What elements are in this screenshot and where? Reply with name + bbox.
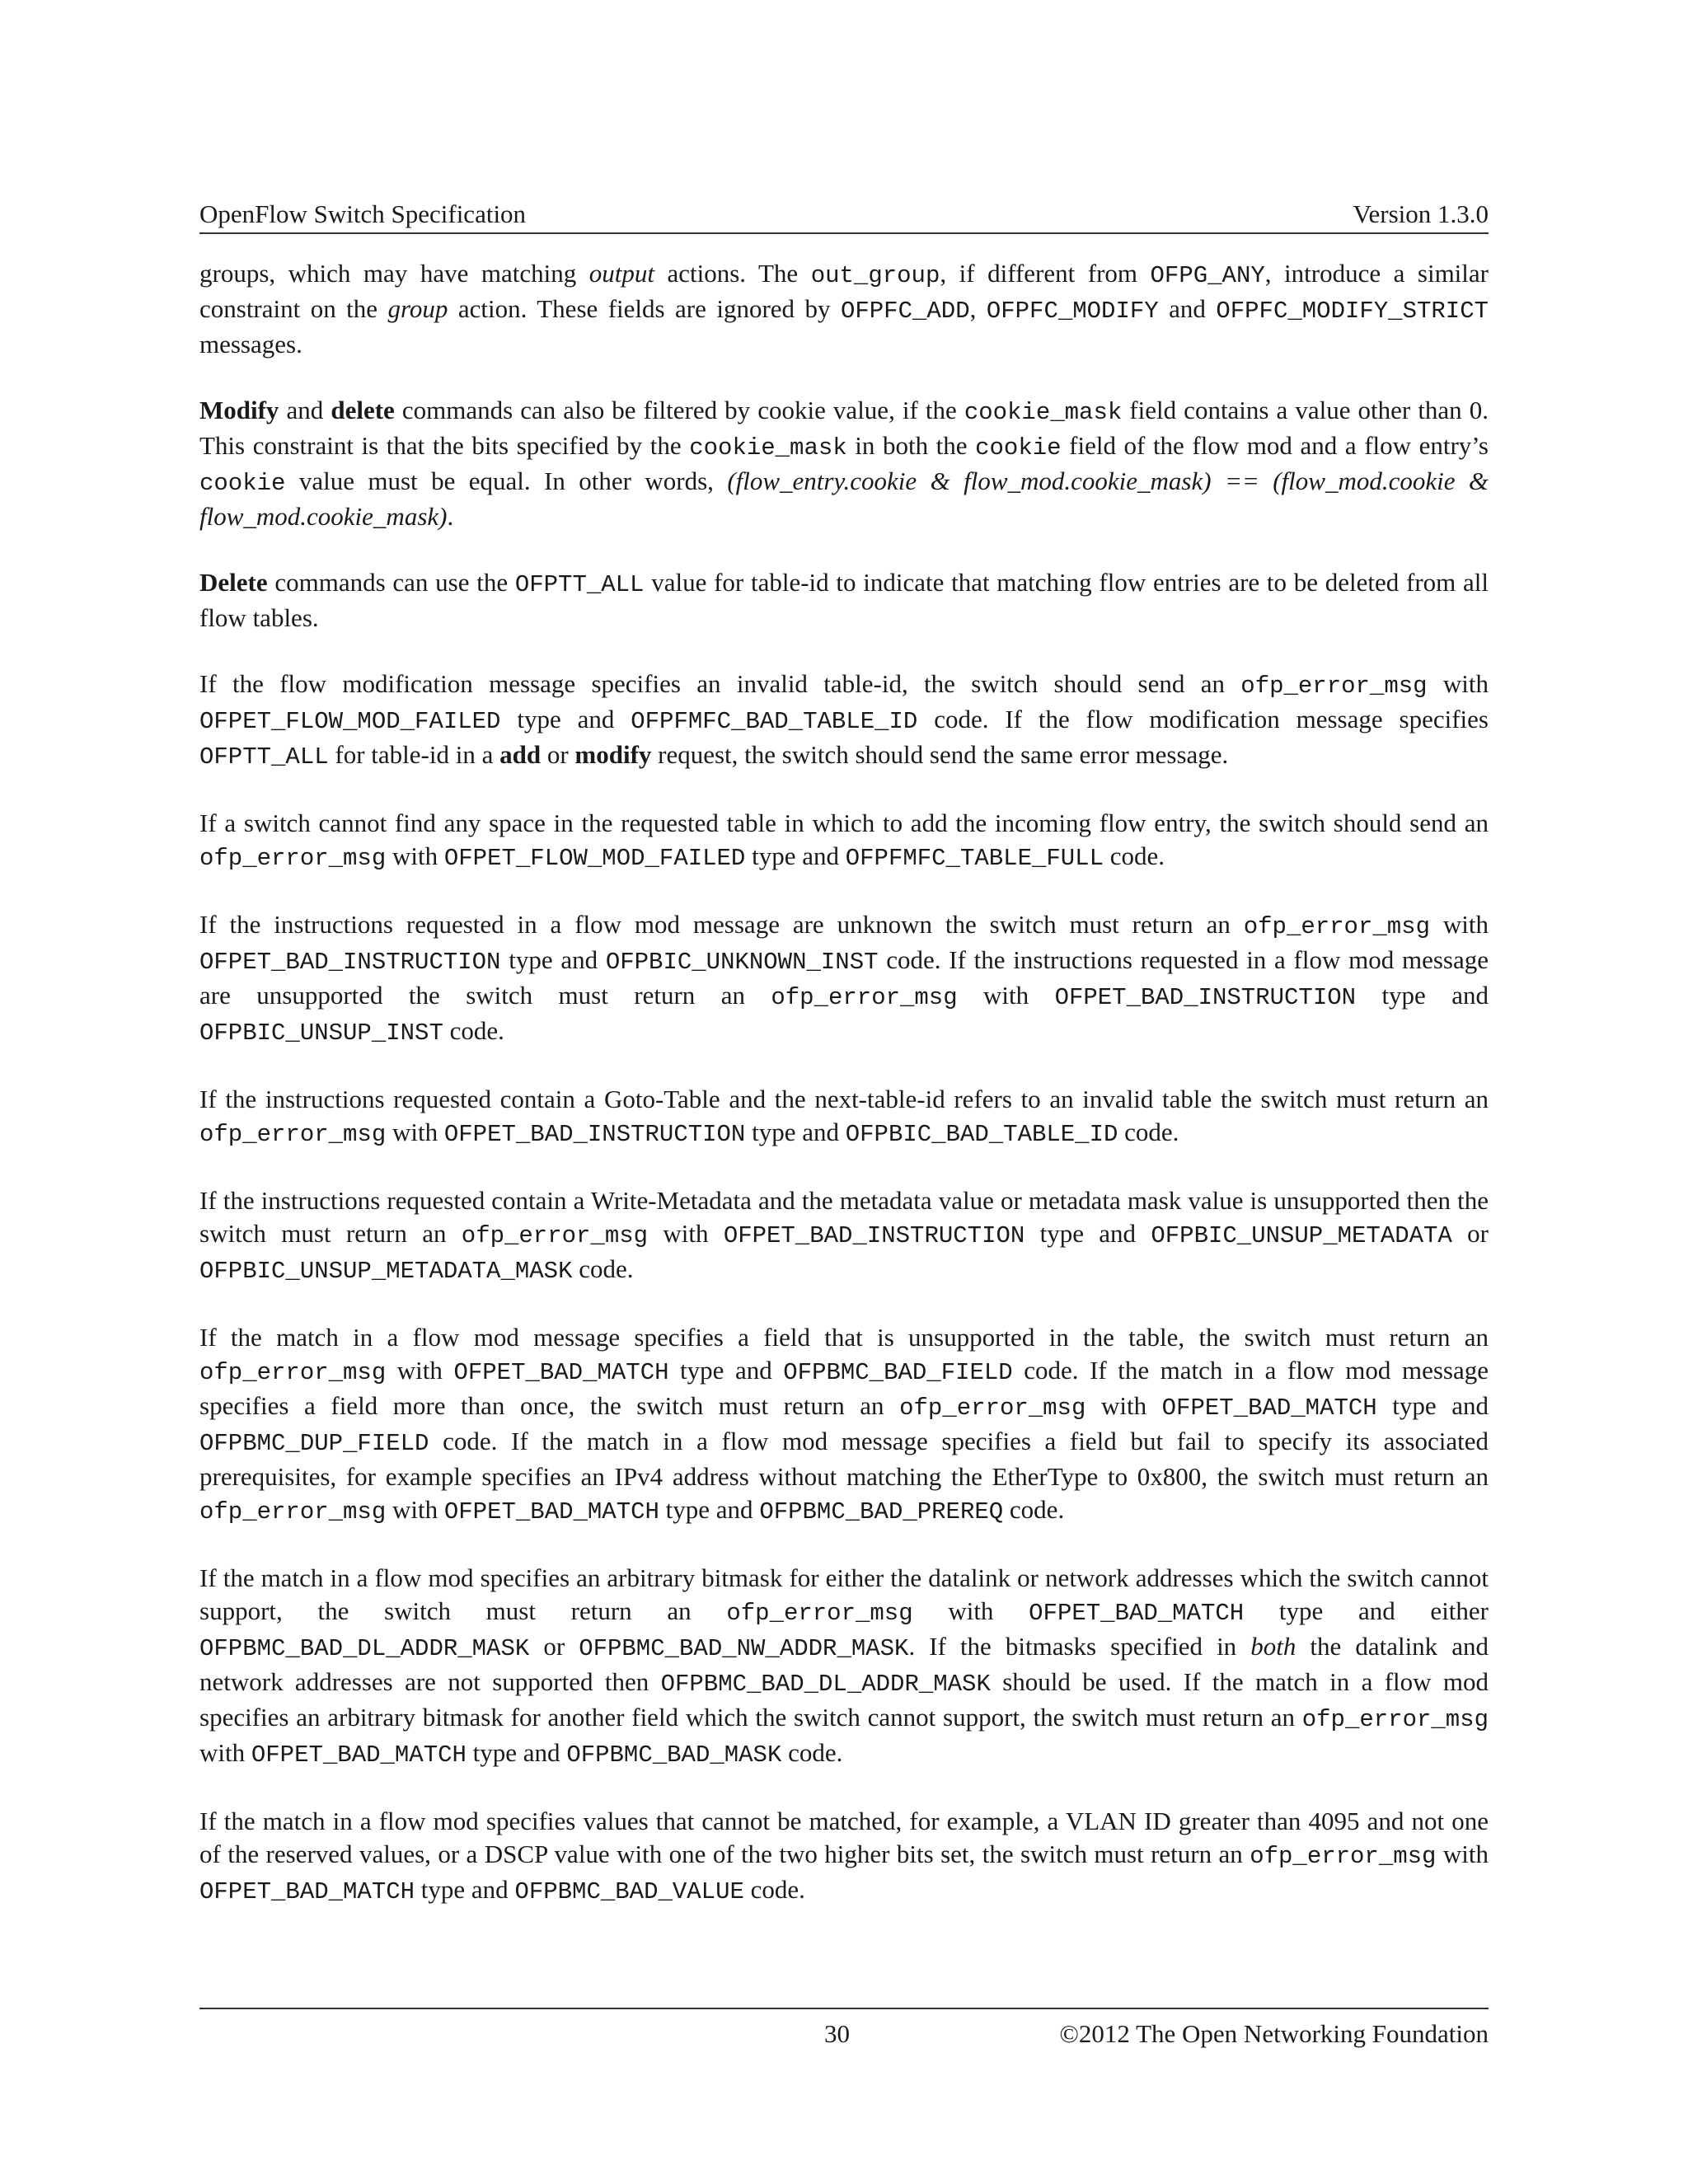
text-run: request, the switch should send the same error message.	[651, 740, 1229, 769]
paragraph-2	[199, 394, 1489, 533]
paragraph-4	[199, 668, 1489, 774]
code-term: ofp_error_msg	[199, 1121, 387, 1148]
text-run: code.	[572, 1254, 634, 1283]
code-term: cookie	[199, 470, 286, 497]
code-term: OFPBIC_UNKNOWN_INST	[605, 949, 879, 976]
text-run: If the instructions requested contain a Write-Metadata and the metadata value or metadata mask value is unsupported then the switch must return an	[199, 1186, 1489, 1248]
text-run: code. If the instructions requested in a flow mod message are unsupported the switch must return an	[199, 945, 1489, 1010]
text-run: or	[529, 1632, 579, 1661]
text-run: If the flow modification message specifies an invalid table-id, the switch should send an	[199, 669, 1241, 698]
text-run: code. If the match in a flow mod message specifies a field more than once, the switch must return an	[199, 1356, 1489, 1420]
bold-term: add	[499, 740, 542, 769]
code-term: OFPET_BAD_INSTRUCTION	[723, 1222, 1025, 1249]
page-number: 30	[824, 2019, 850, 2048]
bold-term: modify	[574, 740, 652, 769]
code-term: OFPET_BAD_MATCH	[453, 1359, 669, 1386]
text-run: actions. The	[654, 259, 811, 288]
text-run: for table-id in a	[328, 740, 500, 769]
paragraph-8	[199, 1184, 1489, 1288]
code-term: OFPET_FLOW_MOD_FAILED	[443, 845, 746, 872]
bold-term: Delete	[199, 568, 268, 597]
code-term: out_group	[810, 262, 940, 289]
page-header	[199, 196, 1489, 234]
text-run: If the match in a flow mod message specifies a field that is unsupported in the table, the switch must return an	[199, 1323, 1489, 1352]
text-run: code.	[743, 1875, 805, 1904]
text-run: the datalink and network addresses are not supported then	[199, 1632, 1489, 1696]
text-run: type and	[668, 1356, 784, 1385]
code-term: OFPET_BAD_MATCH	[199, 1878, 415, 1905]
text-run: code.	[781, 1738, 843, 1767]
code-term: OFPET_BAD_INSTRUCTION	[199, 949, 501, 976]
code-term: ofp_error_msg	[199, 1498, 387, 1526]
code-term: ofp_error_msg	[199, 845, 387, 872]
text-run: in both the	[846, 431, 976, 460]
text-run: type and	[415, 1875, 515, 1904]
text-run: type and	[659, 1495, 760, 1524]
code-term: ofp_error_msg	[771, 984, 958, 1011]
text-run: If the instructions requested contain a Goto-Table and the next-table-id refers to an invalid table the switch must return an	[199, 1085, 1489, 1113]
header-version: Version 1.3.0	[1353, 199, 1489, 228]
text-run: type and either	[1244, 1596, 1489, 1625]
text-run: with	[386, 1356, 454, 1385]
text-run: and	[279, 396, 331, 424]
text-run: ,	[969, 294, 987, 323]
text-run: type and	[466, 1738, 567, 1767]
code-term: OFPBIC_BAD_TABLE_ID	[845, 1121, 1118, 1148]
text-run: code.	[443, 1016, 504, 1045]
code-term: OFPTT_ALL	[514, 571, 645, 598]
code-term: cookie_mask	[964, 399, 1123, 426]
code-term: OFPET_BAD_MATCH	[443, 1498, 659, 1526]
text-run: should be used. If the match in a flow mod specifies an arbitrary bitmask for another field which the switch cannot support, the switch must return an	[199, 1667, 1489, 1732]
code-term: OFPBMC_BAD_DL_ADDR_MASK	[660, 1671, 991, 1698]
text-run: with	[648, 1219, 724, 1248]
code-term: OFPBMC_BAD_NW_ADDR_MASK	[579, 1635, 909, 1662]
footer-divider	[199, 2008, 1489, 2009]
text-run: , introduce a similar constraint on the	[199, 259, 1489, 323]
code-term: OFPET_BAD_MATCH	[251, 1741, 467, 1769]
text-run: If the instructions requested in a flow mod message are unknown the switch must return an	[199, 910, 1244, 939]
italic-term: (flow_entry.cookie & flow_mod.cookie_mask) == (flow_mod.cookie & flow_mod.cookie_mask)	[199, 466, 1489, 531]
text-run: If the match in a flow mod specifies values that cannot be matched, for example, a VLAN ID greater than 4095 and not one of the reserved values, or a DSCP value with one of the two higher bits set, the switch must return an	[199, 1807, 1489, 1868]
text-run: with	[199, 1738, 251, 1767]
paragraph-5	[199, 807, 1489, 875]
code-term: OFPET_BAD_INSTRUCTION	[1054, 984, 1357, 1011]
text-run: If the match in a flow mod specifies an arbitrary bitmask for either the datalink or network addresses which the switch cannot support, the switch must return an	[199, 1563, 1489, 1625]
text-run: field contains a value other than 0. This constraint is that the bits specified by the	[199, 396, 1489, 460]
text-run: type and	[745, 1118, 846, 1146]
copyright-notice: ©2012 The Open Networking Foundation	[1059, 2019, 1489, 2048]
text-run: and	[1158, 294, 1217, 323]
text-run: with	[1085, 1391, 1162, 1420]
text-run: type and	[500, 705, 631, 733]
text-run: or	[541, 740, 575, 769]
code-term: OFPFMFC_TABLE_FULL	[845, 845, 1104, 872]
text-run: field of the flow mod and a flow entry’s	[1061, 431, 1489, 460]
text-run: with	[1436, 1840, 1489, 1868]
code-term: OFPTT_ALL	[199, 743, 329, 771]
code-term: ofp_error_msg	[1301, 1706, 1489, 1733]
text-run: with	[386, 841, 444, 870]
code-term: OFPFC_MODIFY	[986, 298, 1159, 325]
text-run: . If the bitmasks specified in	[908, 1632, 1251, 1661]
text-run: with	[1427, 669, 1489, 698]
text-run: value for table-id to indicate that matching flow entries are to be deleted from all flow tables.	[199, 568, 1489, 632]
text-run: or	[1451, 1219, 1489, 1248]
text-run: messages.	[199, 330, 302, 359]
code-term: OFPFC_MODIFY_STRICT	[1216, 298, 1489, 325]
code-term: OFPBMC_BAD_VALUE	[514, 1878, 744, 1905]
code-term: ofp_error_msg	[1250, 1843, 1437, 1870]
paragraph-10	[199, 1562, 1489, 1772]
code-term: cookie_mask	[689, 434, 847, 462]
text-run: code.	[1003, 1495, 1065, 1524]
code-term: OFPET_BAD_INSTRUCTION	[443, 1121, 746, 1148]
code-term: OFPET_BAD_MATCH	[1161, 1394, 1377, 1422]
text-run: type and	[500, 945, 606, 974]
code-term: OFPET_FLOW_MOD_FAILED	[199, 708, 501, 735]
code-term: OFPFC_ADD	[840, 298, 970, 325]
code-term: OFPG_ANY	[1150, 262, 1265, 289]
text-run: with	[1429, 910, 1489, 939]
text-run: If a switch cannot find any space in the requested table in which to add the incoming flow entry, the switch should send an	[199, 808, 1489, 837]
text-run: code.	[1104, 841, 1165, 870]
text-run: type and	[745, 841, 846, 870]
italic-term: both	[1250, 1632, 1296, 1661]
code-term: OFPFMFC_BAD_TABLE_ID	[631, 708, 918, 735]
text-run: with	[912, 1596, 1029, 1625]
text-run: commands can also be filtered by cookie value, if the	[394, 396, 964, 424]
paragraph-9	[199, 1321, 1489, 1529]
italic-term: output	[588, 259, 654, 288]
bold-term: Modify	[199, 396, 279, 424]
code-term: OFPBMC_BAD_DL_ADDR_MASK	[199, 1635, 530, 1662]
italic-term: group	[387, 294, 448, 323]
text-run: with	[386, 1495, 444, 1524]
code-term: ofp_error_msg	[726, 1600, 913, 1627]
text-run: type and	[1376, 1391, 1489, 1420]
text-run: commands can use the	[267, 568, 515, 597]
code-term: OFPBMC_DUP_FIELD	[199, 1430, 429, 1457]
code-term: OFPBMC_BAD_FIELD	[783, 1359, 1013, 1386]
code-term: OFPBIC_UNSUP_METADATA	[1151, 1222, 1452, 1249]
paragraph-7	[199, 1083, 1489, 1151]
text-run: with	[957, 981, 1055, 1010]
paragraph-6	[199, 908, 1489, 1050]
text-run: type and	[1356, 981, 1489, 1010]
text-run: .	[447, 502, 454, 531]
text-run: type and	[1025, 1219, 1151, 1248]
text-run: action. These fields are ignored by	[448, 294, 841, 323]
text-run: code.	[1118, 1118, 1179, 1146]
text-run: , if different from	[940, 259, 1151, 288]
text-run: value must be equal. In other words,	[285, 466, 728, 495]
code-term: OFPET_BAD_MATCH	[1029, 1600, 1245, 1627]
code-term: OFPBMC_BAD_MASK	[566, 1741, 782, 1769]
paragraph-3	[199, 566, 1489, 635]
code-term: ofp_error_msg	[1240, 673, 1428, 700]
body-text	[199, 257, 1489, 1942]
code-term: OFPBMC_BAD_PREREQ	[759, 1498, 1004, 1526]
text-run: with	[386, 1118, 444, 1146]
text-run: code. If the flow modification message specifies	[917, 705, 1489, 733]
code-term: ofp_error_msg	[199, 1359, 387, 1386]
bold-term: delete	[331, 396, 395, 424]
code-term: cookie	[975, 434, 1062, 462]
code-term: OFPBIC_UNSUP_METADATA_MASK	[199, 1258, 573, 1285]
text-run: groups, which may have matching	[199, 259, 589, 288]
paragraph-11	[199, 1805, 1489, 1909]
paragraph-1	[199, 257, 1489, 361]
code-term: ofp_error_msg	[899, 1394, 1086, 1422]
code-term: ofp_error_msg	[461, 1222, 649, 1249]
code-term: OFPBIC_UNSUP_INST	[199, 1019, 443, 1047]
text-run: code. If the match in a flow mod message specifies a field but fail to specify its associated prerequisites, for example specifies an IPv4 address without matching the EtherType to 0x800, the switch must return an	[199, 1427, 1489, 1491]
code-term: ofp_error_msg	[1243, 913, 1430, 940]
header-title: OpenFlow Switch Specification	[199, 199, 527, 228]
